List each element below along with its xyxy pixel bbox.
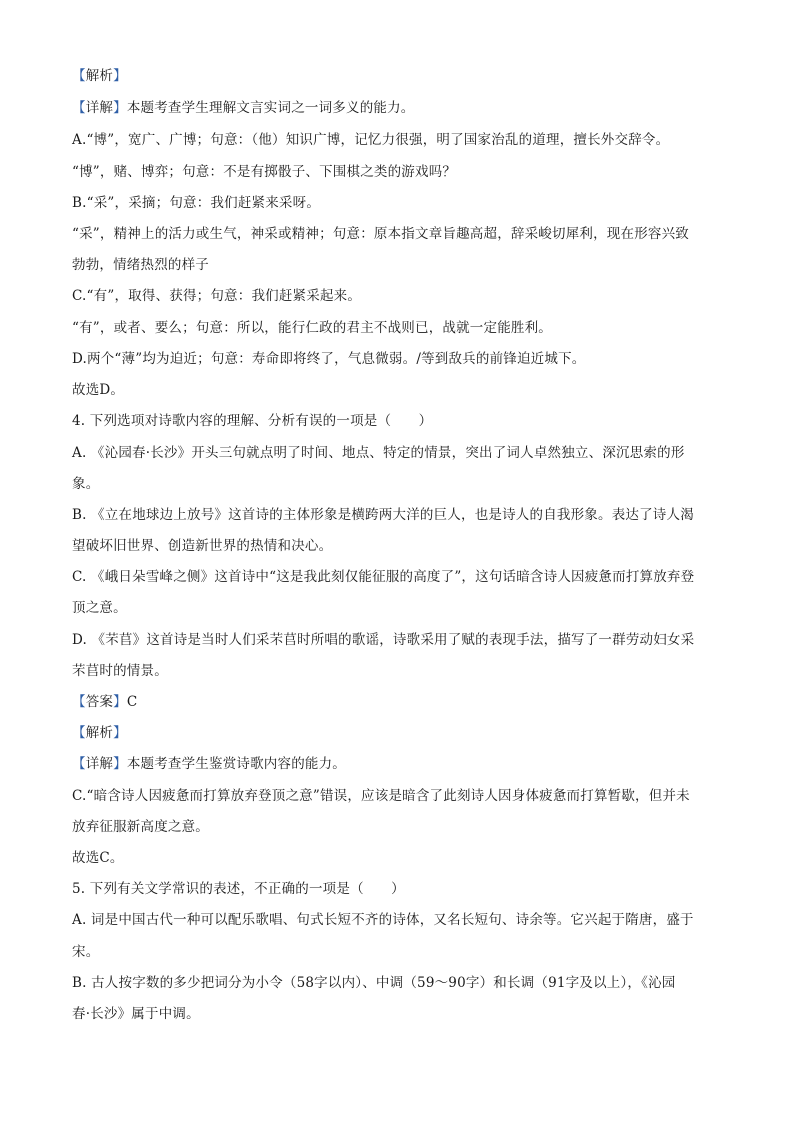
q5-option-b-line-2: 春·长沙》属于中调。 bbox=[72, 1006, 200, 1022]
question-4-stem: 4. 下列选项对诗歌内容的理解、分析有误的一项是（ ） bbox=[72, 413, 433, 429]
question-5-stem: 5. 下列有关文学常识的表述，不正确的一项是（ ） bbox=[72, 881, 405, 897]
q4-explain-line-1: C.“暗含诗人因疲惫而打算放弃登顶之意”错误，应该是暗含了此刻诗人因身体疲惫而打算暂歇，但并未 bbox=[72, 788, 690, 804]
q4-option-b-line-2: 望破坏旧世界、创造新世界的热情和决心。 bbox=[72, 538, 333, 554]
q4-explain-line-2: 放弃征服新高度之意。 bbox=[72, 819, 209, 835]
option-c-line-1: C.“有”，取得、获得；句意：我们赶紧采起来。 bbox=[72, 288, 362, 304]
analysis-heading-1: 【解析】 bbox=[72, 68, 127, 84]
q5-option-b-line-1: B. 古人按字数的多少把词分为小令（58字以内）、中调（59～90字）和长调（91字及以上），《沁园 bbox=[72, 975, 676, 991]
option-b-line-1: B.“采”，采摘；句意：我们赶紧来采呀。 bbox=[72, 195, 321, 211]
q5-option-a-line-1: A. 词是中国古代一种可以配乐歌唱、句式长短不齐的诗体，又名长短句、诗余等。它兴起于隋唐，盛于 bbox=[72, 912, 694, 928]
q4-answer: 【答案】C bbox=[72, 694, 138, 710]
q4-option-b-line-1: B. 《立在地球边上放号》这首诗的主体形象是横跨两大洋的巨人，也是诗人的自我形象。表达了诗人渴 bbox=[72, 507, 694, 523]
q4-option-c-line-1: C. 《峨日朵雪峰之侧》这首诗中“这是我此刻仅能征服的高度了”，这句话暗含诗人因疲惫而打算放弃登 bbox=[72, 569, 695, 585]
q4-option-a-line-2: 象。 bbox=[72, 476, 100, 492]
option-b-line-3: 勃勃，情绪热烈的样子 bbox=[72, 257, 209, 273]
q4-option-c-line-2: 顶之意。 bbox=[72, 600, 127, 616]
analysis-heading-2: 【解析】 bbox=[72, 725, 127, 741]
option-c-line-2: “有”，或者、要么；句意：所以，能行仁政的君主不战则已，战就一定能胜利。 bbox=[72, 320, 553, 336]
option-b-line-2: “采”，精神上的活力或生气，神采或精神；句意：原本指文章旨趣高超，辞采峻切犀利，现在形容兴致 bbox=[72, 226, 690, 242]
answer-choice-2: 故选C。 bbox=[72, 850, 124, 866]
q4-option-a-line-1: A. 《沁园春·长沙》开头三句就点明了时间、地点、特定的情景，突出了词人卓然独立、深沉思索的形 bbox=[72, 445, 685, 461]
option-a-line-2: “博”，赌、博弈；句意：不是有掷骰子、下围棋之类的游戏吗？ bbox=[72, 164, 457, 180]
option-a-line-1: A.“博”，宽广、广博；句意：（他）知识广博，记忆力很强，明了国家治乱的道理，擅长外交辞令。 bbox=[72, 132, 670, 148]
detail-line-1: 【详解】本题考查学生理解文言实词之一词多义的能力。 bbox=[72, 100, 415, 116]
q4-option-d-line-2: 芣苢时的情景。 bbox=[72, 663, 168, 679]
detail-line-2: 【详解】本题考查学生鉴赏诗歌内容的能力。 bbox=[72, 756, 347, 772]
q4-option-d-line-1: D. 《芣苢》这首诗是当时人们采芣苢时所唱的歌谣，诗歌采用了赋的表现手法，描写了一群劳动妇女采 bbox=[72, 632, 695, 648]
answer-choice-1: 故选D。 bbox=[72, 382, 125, 398]
q5-option-a-line-2: 宋。 bbox=[72, 944, 100, 960]
option-d-line-1: D.两个“薄”均为迫近；句意：寿命即将终了，气息微弱。/等到敌兵的前锋迫近城下。 bbox=[72, 351, 586, 367]
